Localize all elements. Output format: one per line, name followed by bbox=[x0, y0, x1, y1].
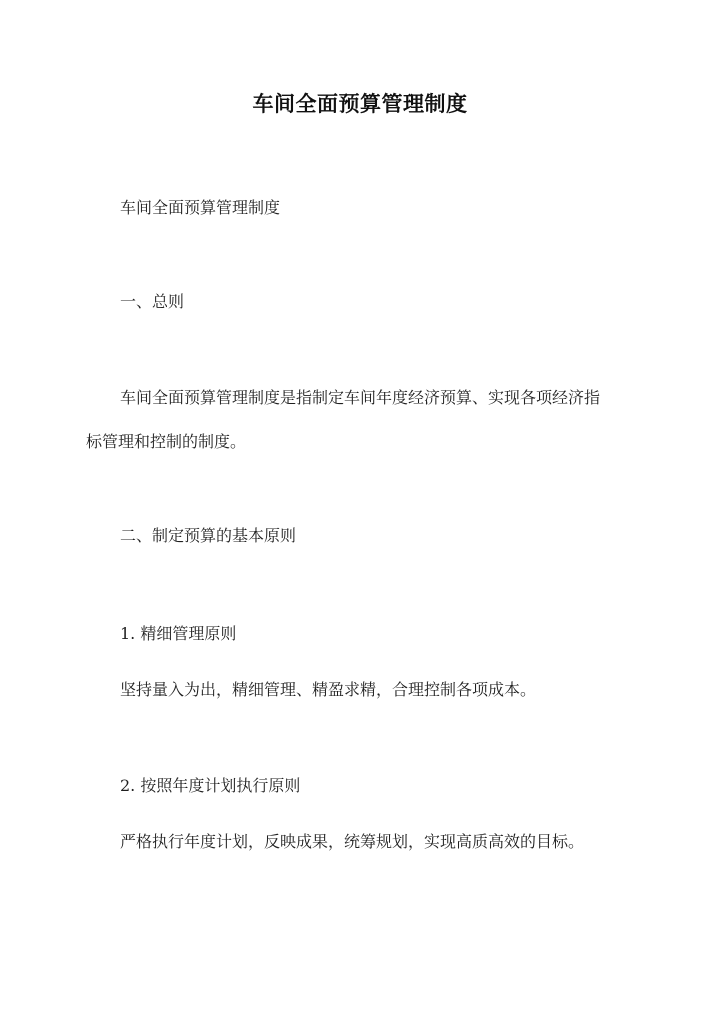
document-subtitle: 车间全面预算管理制度 bbox=[120, 198, 281, 217]
item-heading-annual-plan: 2. 按照年度计划执行原则 bbox=[120, 776, 301, 795]
document-title: 车间全面预算管理制度 bbox=[252, 91, 468, 116]
section-heading-general: 一、总则 bbox=[120, 292, 185, 311]
item-heading-fine-management: 1. 精细管理原则 bbox=[120, 624, 237, 643]
paragraph-line: 车间全面预算管理制度是指制定车间年度经济预算、实现各项经济指 bbox=[120, 388, 601, 407]
section-heading-principles: 二、制定预算的基本原则 bbox=[120, 526, 297, 545]
item-text-annual-plan: 严格执行年度计划，反映成果，统筹规划，实现高质高效的目标。 bbox=[120, 832, 585, 851]
item-text-fine-management: 坚持量入为出，精细管理、精盈求精，合理控制各项成本。 bbox=[120, 680, 537, 699]
paragraph-line: 标管理和控制的制度。 bbox=[86, 432, 247, 451]
